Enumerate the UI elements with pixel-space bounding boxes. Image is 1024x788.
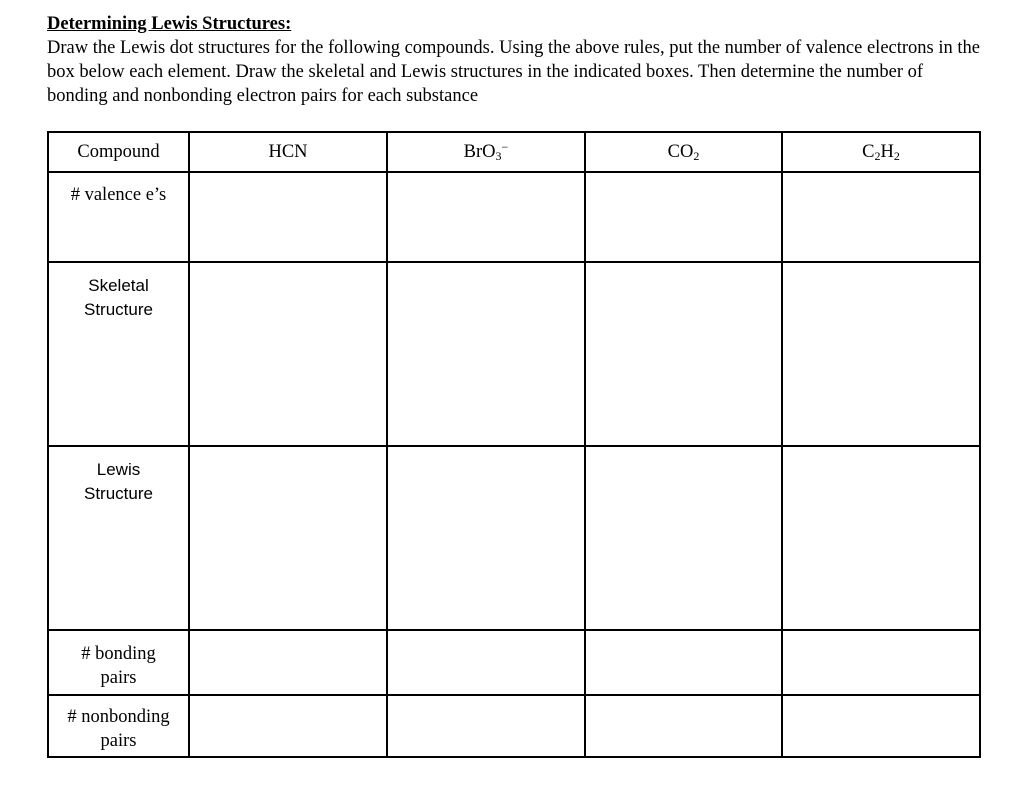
formula-bro3: BrO$_3$− xyxy=(463,140,509,163)
answer-cell[interactable] xyxy=(387,172,585,262)
skeletal-label-cell xyxy=(48,262,189,446)
answer-cell[interactable] xyxy=(585,695,782,757)
answer-cell[interactable] xyxy=(782,172,980,262)
answer-cell[interactable] xyxy=(387,630,585,695)
bonding-label-cell xyxy=(48,630,189,695)
compound-header-c2h2 xyxy=(782,132,980,172)
valence-label: # valence e’s xyxy=(70,185,167,205)
answer-cell[interactable] xyxy=(189,695,387,757)
compound-header-hcn xyxy=(189,132,387,172)
formula-c2h2: $C_2H_2$ xyxy=(862,142,900,163)
answer-cell[interactable] xyxy=(585,262,782,446)
nonbonding-label-cell xyxy=(48,695,189,757)
valence-label-cell xyxy=(48,172,189,262)
bonding-label-line2: pairs xyxy=(100,668,137,688)
answer-cell[interactable] xyxy=(189,172,387,262)
bonding-row xyxy=(48,630,980,695)
answer-cell[interactable] xyxy=(387,695,585,757)
answer-cell[interactable] xyxy=(387,262,585,446)
instructions-text: Draw the Lewis dot structures for the following compounds. Using the above rules, put the number of valence electrons in the box below each element. Draw the skeletal and Lewis structures in the indicated boxes. Then determine the number of bonding and nonbonding electron pairs for each substance xyxy=(47,38,980,106)
worksheet-header xyxy=(47,12,987,108)
answer-cell[interactable] xyxy=(585,446,782,630)
nonbonding-row xyxy=(48,695,980,757)
nonbonding-label-line1: # nonbonding xyxy=(67,707,170,727)
compound-label: Compound xyxy=(77,142,160,162)
formula-co2: $CO_2$ xyxy=(667,142,700,163)
lewis-structure-table xyxy=(47,131,981,758)
answer-cell[interactable] xyxy=(585,630,782,695)
compound-row xyxy=(48,132,980,172)
valence-row xyxy=(48,172,980,262)
answer-cell[interactable] xyxy=(189,262,387,446)
lewis-row xyxy=(48,446,980,630)
answer-cell[interactable] xyxy=(782,262,980,446)
compound-header-co2 xyxy=(585,132,782,172)
lewis-label-cell xyxy=(48,446,189,630)
bonding-label-line1: # bonding xyxy=(81,644,156,664)
answer-cell[interactable] xyxy=(189,446,387,630)
compound-label-cell xyxy=(48,132,189,172)
answer-cell[interactable] xyxy=(387,446,585,630)
nonbonding-label-line2: pairs xyxy=(100,731,137,751)
lewis-label-line1: Lewis xyxy=(96,460,141,479)
answer-cell[interactable] xyxy=(585,172,782,262)
skeletal-label-line1: Skeletal xyxy=(88,276,149,295)
answer-cell[interactable] xyxy=(782,695,980,757)
answer-cell[interactable] xyxy=(782,630,980,695)
formula-hcn: HCN xyxy=(268,142,308,162)
skeletal-label-line2: Structure xyxy=(84,300,153,319)
lewis-label-line2: Structure xyxy=(84,484,153,503)
page-title: Determining Lewis Structures: xyxy=(47,14,292,34)
skeletal-row xyxy=(48,262,980,446)
answer-cell[interactable] xyxy=(782,446,980,630)
compound-header-bro3 xyxy=(387,132,585,172)
answer-cell[interactable] xyxy=(189,630,387,695)
